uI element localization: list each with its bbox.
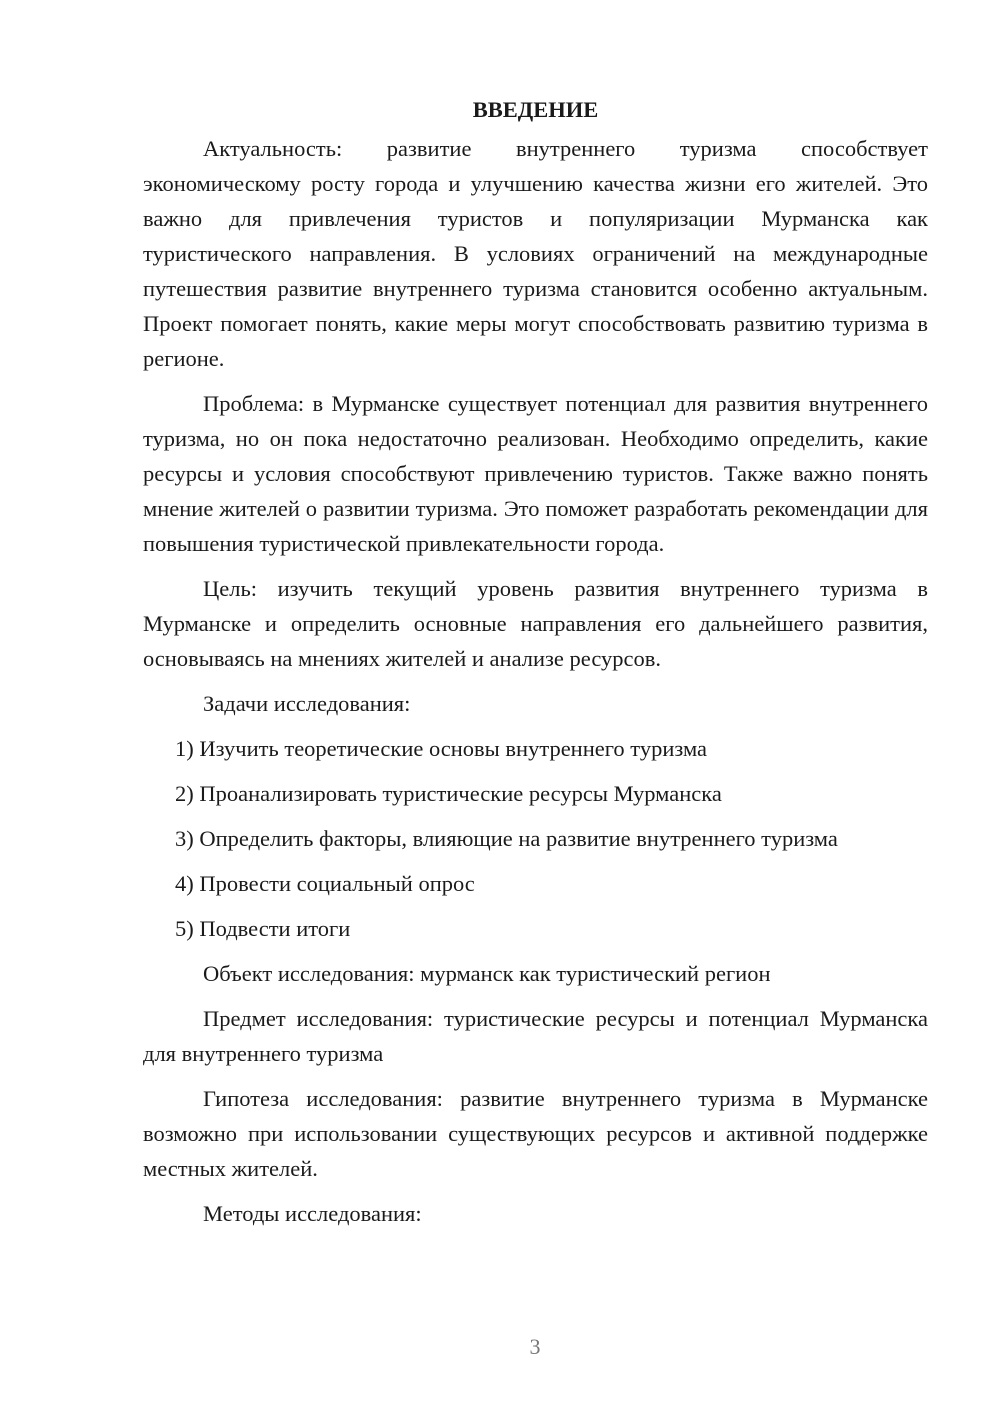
list-item: 2) Проанализировать туристические ресурсы Мурманска (175, 781, 722, 806)
paragraph-goal: Цель: изучить текущий уровень развития внутреннего туризма в Мурманске и определить основные направления его дальнейшего развития, основываясь на мнениях жителей и анализе ресурсов. (143, 576, 928, 671)
list-item: 3) Определить факторы, влияющие на развитие внутреннего туризма (175, 826, 838, 851)
list-item: 1) Изучить теоретические основы внутреннего туризма (175, 736, 708, 761)
tasks-list (143, 731, 928, 946)
paragraph-relevance: Актуальность: развитие внутреннего туризма способствует экономическому росту города и улучшению качества жизни его жителей. Это важно для привлечения туристов и популяризации Мурманска как туристического направления. В условиях ограничений на международные путешествия развитие внутреннего туризма становится особенно актуальным. Проект помогает понять, какие меры могут способствовать развитию туризма в регионе. (143, 136, 928, 371)
paragraph-subject: Предмет исследования: туристические ресурсы и потенциал Мурманска для внутреннего туризма (143, 1006, 928, 1066)
section-heading: ВВЕДЕНИЕ (472, 97, 599, 122)
paragraph-tasks-title: Задачи исследования: (203, 691, 411, 716)
page-content (143, 92, 928, 1241)
paragraph-hypothesis: Гипотеза исследования: развитие внутреннего туризма в Мурманске возможно при использовании существующих ресурсов и активной поддержке местных жителей. (143, 1086, 928, 1181)
list-item: 5) Подвести итоги (175, 916, 351, 941)
paragraph-object: Объект исследования: мурманск как туристический регион (203, 961, 771, 986)
paragraph-methods-title: Методы исследования: (203, 1201, 422, 1226)
paragraph-problem: Проблема: в Мурманске существует потенциал для развития внутреннего туризма, но он пока недостаточно реализован. Необходимо определить, какие ресурсы и условия способствуют привлечению туристов. Также важно понять мнение жителей о развитии туризма. Это поможет разработать рекомендации для повышения туристической привлекательности города. (143, 391, 928, 556)
page-number: 3 (529, 1334, 541, 1359)
list-item: 4) Провести социальный опрос (175, 871, 475, 896)
